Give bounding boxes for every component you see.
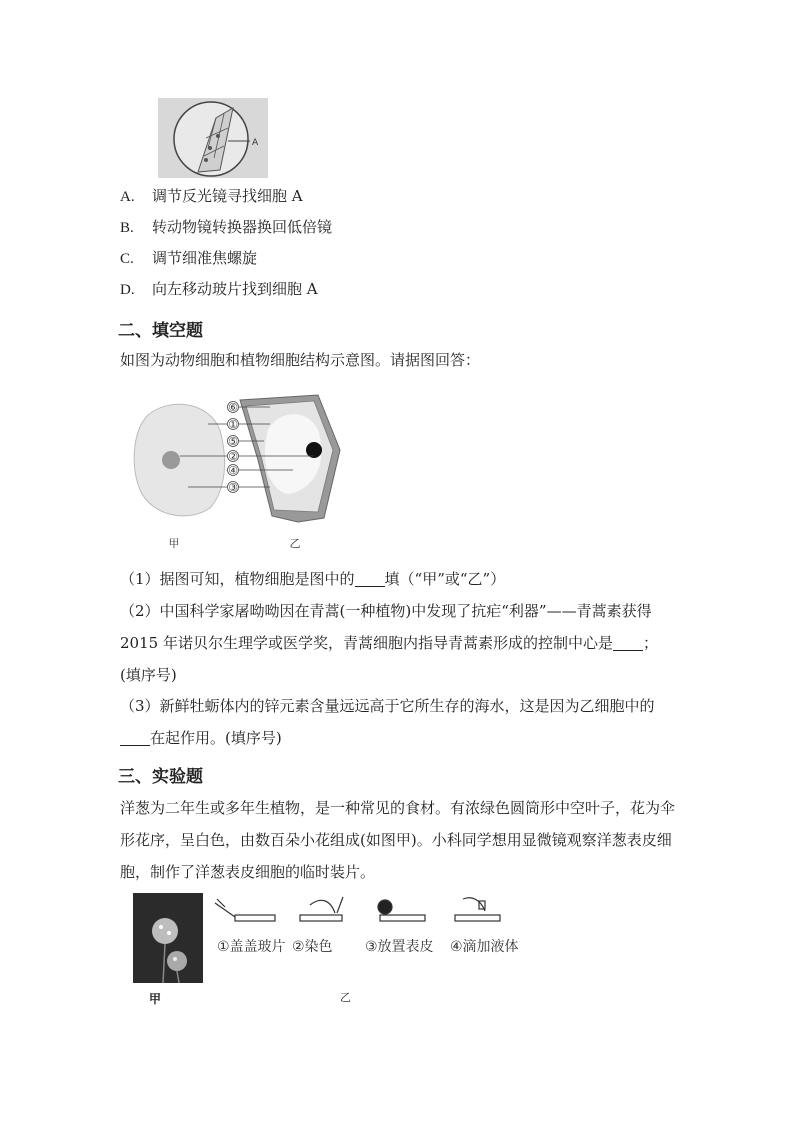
caption-jia: 甲: [168, 537, 180, 550]
option-d: D. 向左移动玻片找到细胞 A: [120, 280, 318, 298]
svg-text:①: ①: [228, 418, 238, 431]
option-b: B. 转动物镜转换器换回低倍镜: [120, 218, 333, 236]
svg-text:②: ②: [228, 450, 238, 463]
svg-text:⑤: ⑤: [228, 435, 238, 448]
step-4-label: ④滴加液体: [450, 939, 519, 955]
step-3-label: ③放置表皮: [365, 939, 434, 955]
microscope-view-image: [158, 98, 268, 178]
section-heading-fill-in: 二、填空题: [118, 321, 203, 341]
svg-text:④: ④: [228, 464, 238, 477]
section2-intro: 如图为动物细胞和植物细胞结构示意图。请据图回答：: [120, 351, 481, 369]
answer-blank-3[interactable]: [120, 729, 150, 746]
caption-yi: 乙: [289, 537, 301, 550]
svg-text:⑥: ⑥: [228, 401, 238, 414]
section-heading-experiment: 三、实验题: [118, 767, 203, 787]
onion-flower-photo: [133, 893, 203, 983]
answer-blank-1[interactable]: [355, 570, 385, 587]
slide-icon-3: [380, 915, 425, 921]
section3-text: 洋葱为二年生或多年生植物，是一种常见的食材。有浓绿色圆筒形中空叶子，花为伞形花序，呈白色，由数百朵小花组成(如图甲)。小科同学想用显微镜观察洋葱表皮细胞，制作了洋葱表皮细胞的临时装片。: [120, 799, 676, 881]
caption-steps-yi: 乙: [340, 991, 351, 1004]
animal-nucleus: [162, 451, 180, 469]
step-2-label: ②染色: [292, 939, 333, 955]
cell-a-label: A: [252, 138, 259, 148]
slide-icon-4: [455, 915, 500, 921]
slide-icon-1: [235, 915, 275, 921]
procedure-steps-diagram: [205, 893, 535, 1008]
step-1-label: ①盖盖玻片: [217, 939, 286, 955]
option-a: A. 调节反光镜寻找细胞 A: [120, 187, 303, 205]
answer-blank-2[interactable]: [613, 634, 643, 651]
question-1: （1）据图可知，植物细胞是图中的 填（“甲”或“乙”）: [120, 570, 506, 588]
slide-icon-2: [300, 915, 342, 921]
cell-structure-diagram: [128, 390, 358, 555]
question-3: （3）新鲜牡蛎体内的锌元素含量远远高于它所生存的海水，这是因为乙细胞中的在起作用。(填序号): [120, 697, 655, 747]
option-c: C. 调节细准焦螺旋: [120, 249, 258, 267]
svg-text:③: ③: [228, 481, 238, 494]
question-2: （2）中国科学家屠呦呦因在青蒿(一种植物)中发现了抗疟“利器”——青蒿素获得 2015 年诺贝尔生理学或医学奖，青蒿细胞内指导青蒿素形成的控制中心是 ；(填序号): [120, 602, 658, 684]
caption-photo-jia: 甲: [149, 992, 162, 1006]
